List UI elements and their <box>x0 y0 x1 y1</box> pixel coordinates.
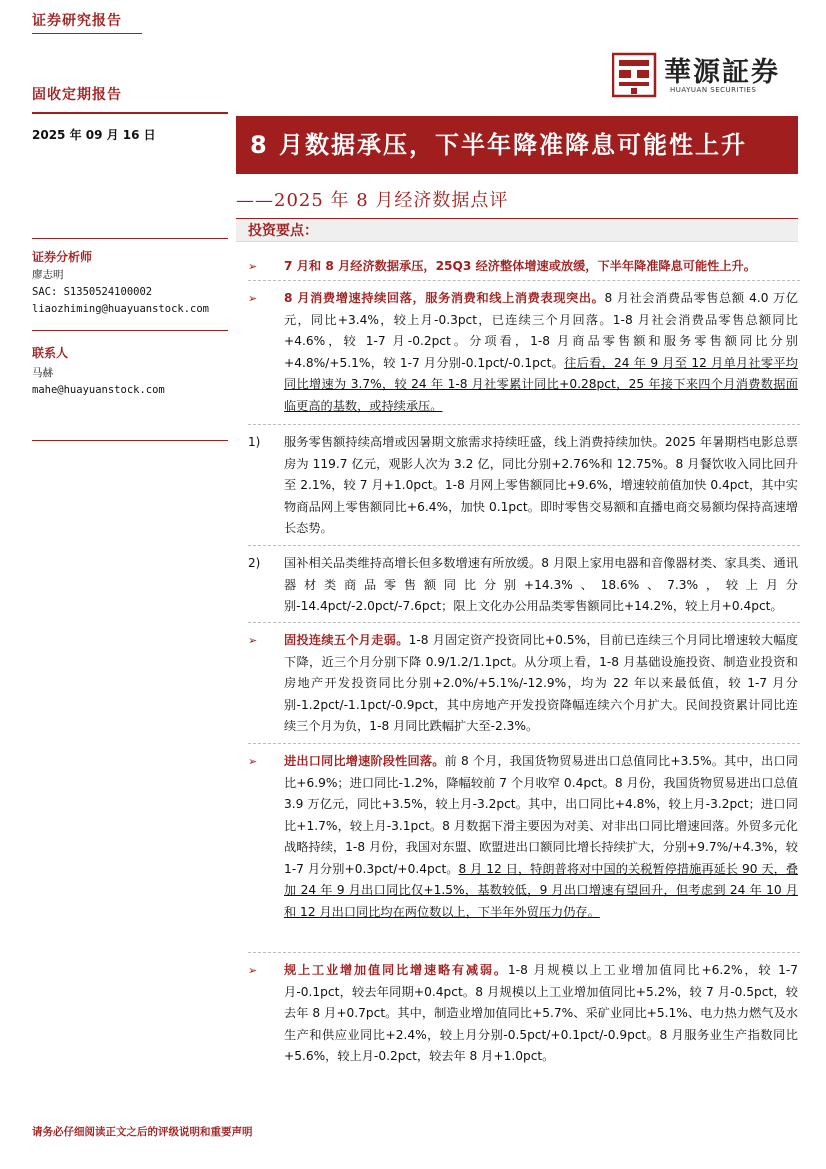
contact-name: 马赫 <box>32 367 53 379</box>
analyst-name: 廖志明 <box>32 269 64 281</box>
sidebar-rule-bottom <box>32 440 228 441</box>
arrow-bullet-icon: ➢ <box>248 634 258 647</box>
report-category: 证券研究报告 <box>32 13 122 29</box>
analyst-heading: 证券分析师 <box>32 250 93 264</box>
key-point-2-body: 8 月社会消费品零售总额 4.0 万亿元，同比+3.4%，较上月-0.3pct，已连续三个月回落。1-8 月社会消费品零售总额同比+4.6%，较 1-7 月-0.2pct。分项看，1-8 月商品零售额和服务零售额同比分别+4.8%/+5.1%，较 1-7 月分别-0.1pct/-0.1pct。 <box>284 291 798 370</box>
key-point-3-body: 服务零售额持续高增或因暑期文旅需求持续旺盛，线上消费持续加快。2025 年暑期档电影总票房为 119.7 亿元，观影人次为 3.2 亿，同比分别+2.76%和 12.75%。8 月餐饮收入同比回升至 2.1%，较 7 月+1.0pct。1-8 月网上零售额同比+9.6%，增速较前值加快 0.4pct，其中实物商品网上零售额同比+6.4%，加快 0.1pct。即时零售交易额和直播电商交易额均保持高速增长态势。 <box>284 435 798 535</box>
key-point-2-outlook: 往后看，24 年 9 月至 12 月单月社零平均同比增速为 3.7%，较 24 年 1-8 月社零累计同比+0.28pct，25 年接下来四个月消费数据面临更高的基数，或持续承压。 <box>284 355 798 413</box>
arrow-bullet-icon: ➢ <box>248 260 258 273</box>
key-points-label: 投资要点： <box>248 223 318 239</box>
key-point-6-outlook: 8 月 12 日，特朗普将对中国的关税暂停措施再延长 90 天，叠加 24 年 9 月出口同比仅+1.5%，基数较低，9 月出口增速有望回升，但考虑到 24 年 10 月和 12 月出口同比均在两位数以上，下半年外贸压力仍存。 <box>284 861 799 919</box>
key-point-6-lead: 进出口同比增速阶段性回落。 <box>284 754 445 768</box>
divider <box>248 622 800 623</box>
divider <box>248 424 800 425</box>
sidebar-rule-top <box>32 238 228 239</box>
contact-heading: 联系人 <box>32 346 69 360</box>
key-point-7-lead: 规上工业增加值同比增速略有减弱。 <box>284 963 508 977</box>
key-point-5-body: 1-8 月固定资产投资同比+0.5%，目前已连续三个月同比增速较大幅度下降，近三个月分别下降 0.9/1.2/1.1pct。从分项上看，1-8 月基础设施投资、制造业投资和房地产开发投资同比分别+2.0%/+5.1%/-12.9%，均为 22 年以来最低值，较 1-7 月分别-1.2pct/-1.1pct/-0.9pct，其中房地产开发投资降幅连续六个月扩大。民间投资累计同比连续三个月为负，1-8 月同比跌幅扩大至-2.3%。 <box>284 633 798 733</box>
header-rule <box>32 33 142 34</box>
analyst-sac: SAC: S1350524100002 <box>32 286 153 298</box>
divider <box>248 545 800 546</box>
report-type: 固收定期报告 <box>32 87 122 103</box>
key-point-2-lead: 8 月消费增速持续回落，服务消费和线上消费表现突出。 <box>284 291 605 305</box>
contact-email[interactable]: mahe@huayuanstock.com <box>32 384 165 396</box>
key-points-band <box>236 218 798 242</box>
arrow-bullet-icon: ➢ <box>248 964 258 977</box>
key-point-7-body: 1-8 月规模以上工业增加值同比+6.2%，较 1-7 月-0.1pct，较去年同期+0.4pct。8 月规模以上工业增加值同比+5.2%，较 7 月-0.5pct，较去年 8 月+0.7pct。其中，制造业增加值同比+5.7%、采矿业同比+5.1%、电力热力燃气及水生产和供应业同比+2.4%，较上月分别-0.5pct/+0.1pct/-0.9pct。8 月服务业生产指数同比+5.6%，较上月-0.2pct，较去年 8 月+1.0pct。 <box>284 963 799 1063</box>
key-point-4-body: 国补相关品类维持高增长但多数增速有所放缓。8 月限上家用电器和音像器材类、家具类、通讯器材类商品零售额同比分别+14.3%、18.6%、7.3%，较上月分别-14.4pct/-2.0pct/-7.6pct；限上文化办公用品类零售额同比+14.2%，较上月+0.4pct。 <box>284 556 798 613</box>
arrow-bullet-icon: ➢ <box>248 755 258 768</box>
report-subtitle: ——2025 年 8 月经济数据点评 <box>236 190 509 211</box>
key-point-6-body: 前 8 个月，我国货物贸易进出口总值同比+3.5%。其中，出口同比+6.9%；进口同比-1.2%，降幅较前 7 个月收窄 0.4pct。8 月份，我国货物贸易进出口总值 3.9 万亿元，同比+3.5%，较上月-3.2pct。其中，出口同比+4.8%，较上月-3.2pct；进口同比+1.7%，较上月-3.1pct。8 月数据下滑主要因为对美、对非出口同比增速回落。外贸多元化战略持续，1-8 月份，我国对东盟、欧盟进出口额同比增长持续扩大，分别+9.7%/+4.3%，较 1-7 月分别+0.3pct/+0.4pct。 <box>284 754 798 876</box>
divider <box>248 952 800 953</box>
divider <box>248 743 800 744</box>
logo-text-cn: 華源証券 <box>664 57 780 88</box>
divider <box>248 280 800 281</box>
report-title: 8 月数据承压，下半年降准降息可能性上升 <box>236 116 798 174</box>
logo-text-en: HUAYUAN SECURITIES <box>670 86 757 94</box>
arrow-bullet-icon: ➢ <box>248 292 258 305</box>
key-point-1-lead: 7 月和 8 月经济数据承压，25Q3 经济整体增速或放缓，下半年降准降息可能性上升。 <box>284 259 756 273</box>
sidebar-rule-mid <box>32 330 228 331</box>
company-logo <box>612 52 788 100</box>
item-number: 2) <box>248 556 261 570</box>
analyst-email[interactable]: liaozhiming@huayuanstock.com <box>32 303 210 315</box>
report-date: 2025 年 09 月 16 日 <box>32 128 156 142</box>
key-point-5-lead: 固投连续五个月走弱。 <box>284 633 409 647</box>
item-number: 1) <box>248 435 261 449</box>
disclaimer: 请务必仔细阅读正文之后的评级说明和重要声明 <box>32 1126 253 1138</box>
report-type-rule <box>32 112 228 114</box>
